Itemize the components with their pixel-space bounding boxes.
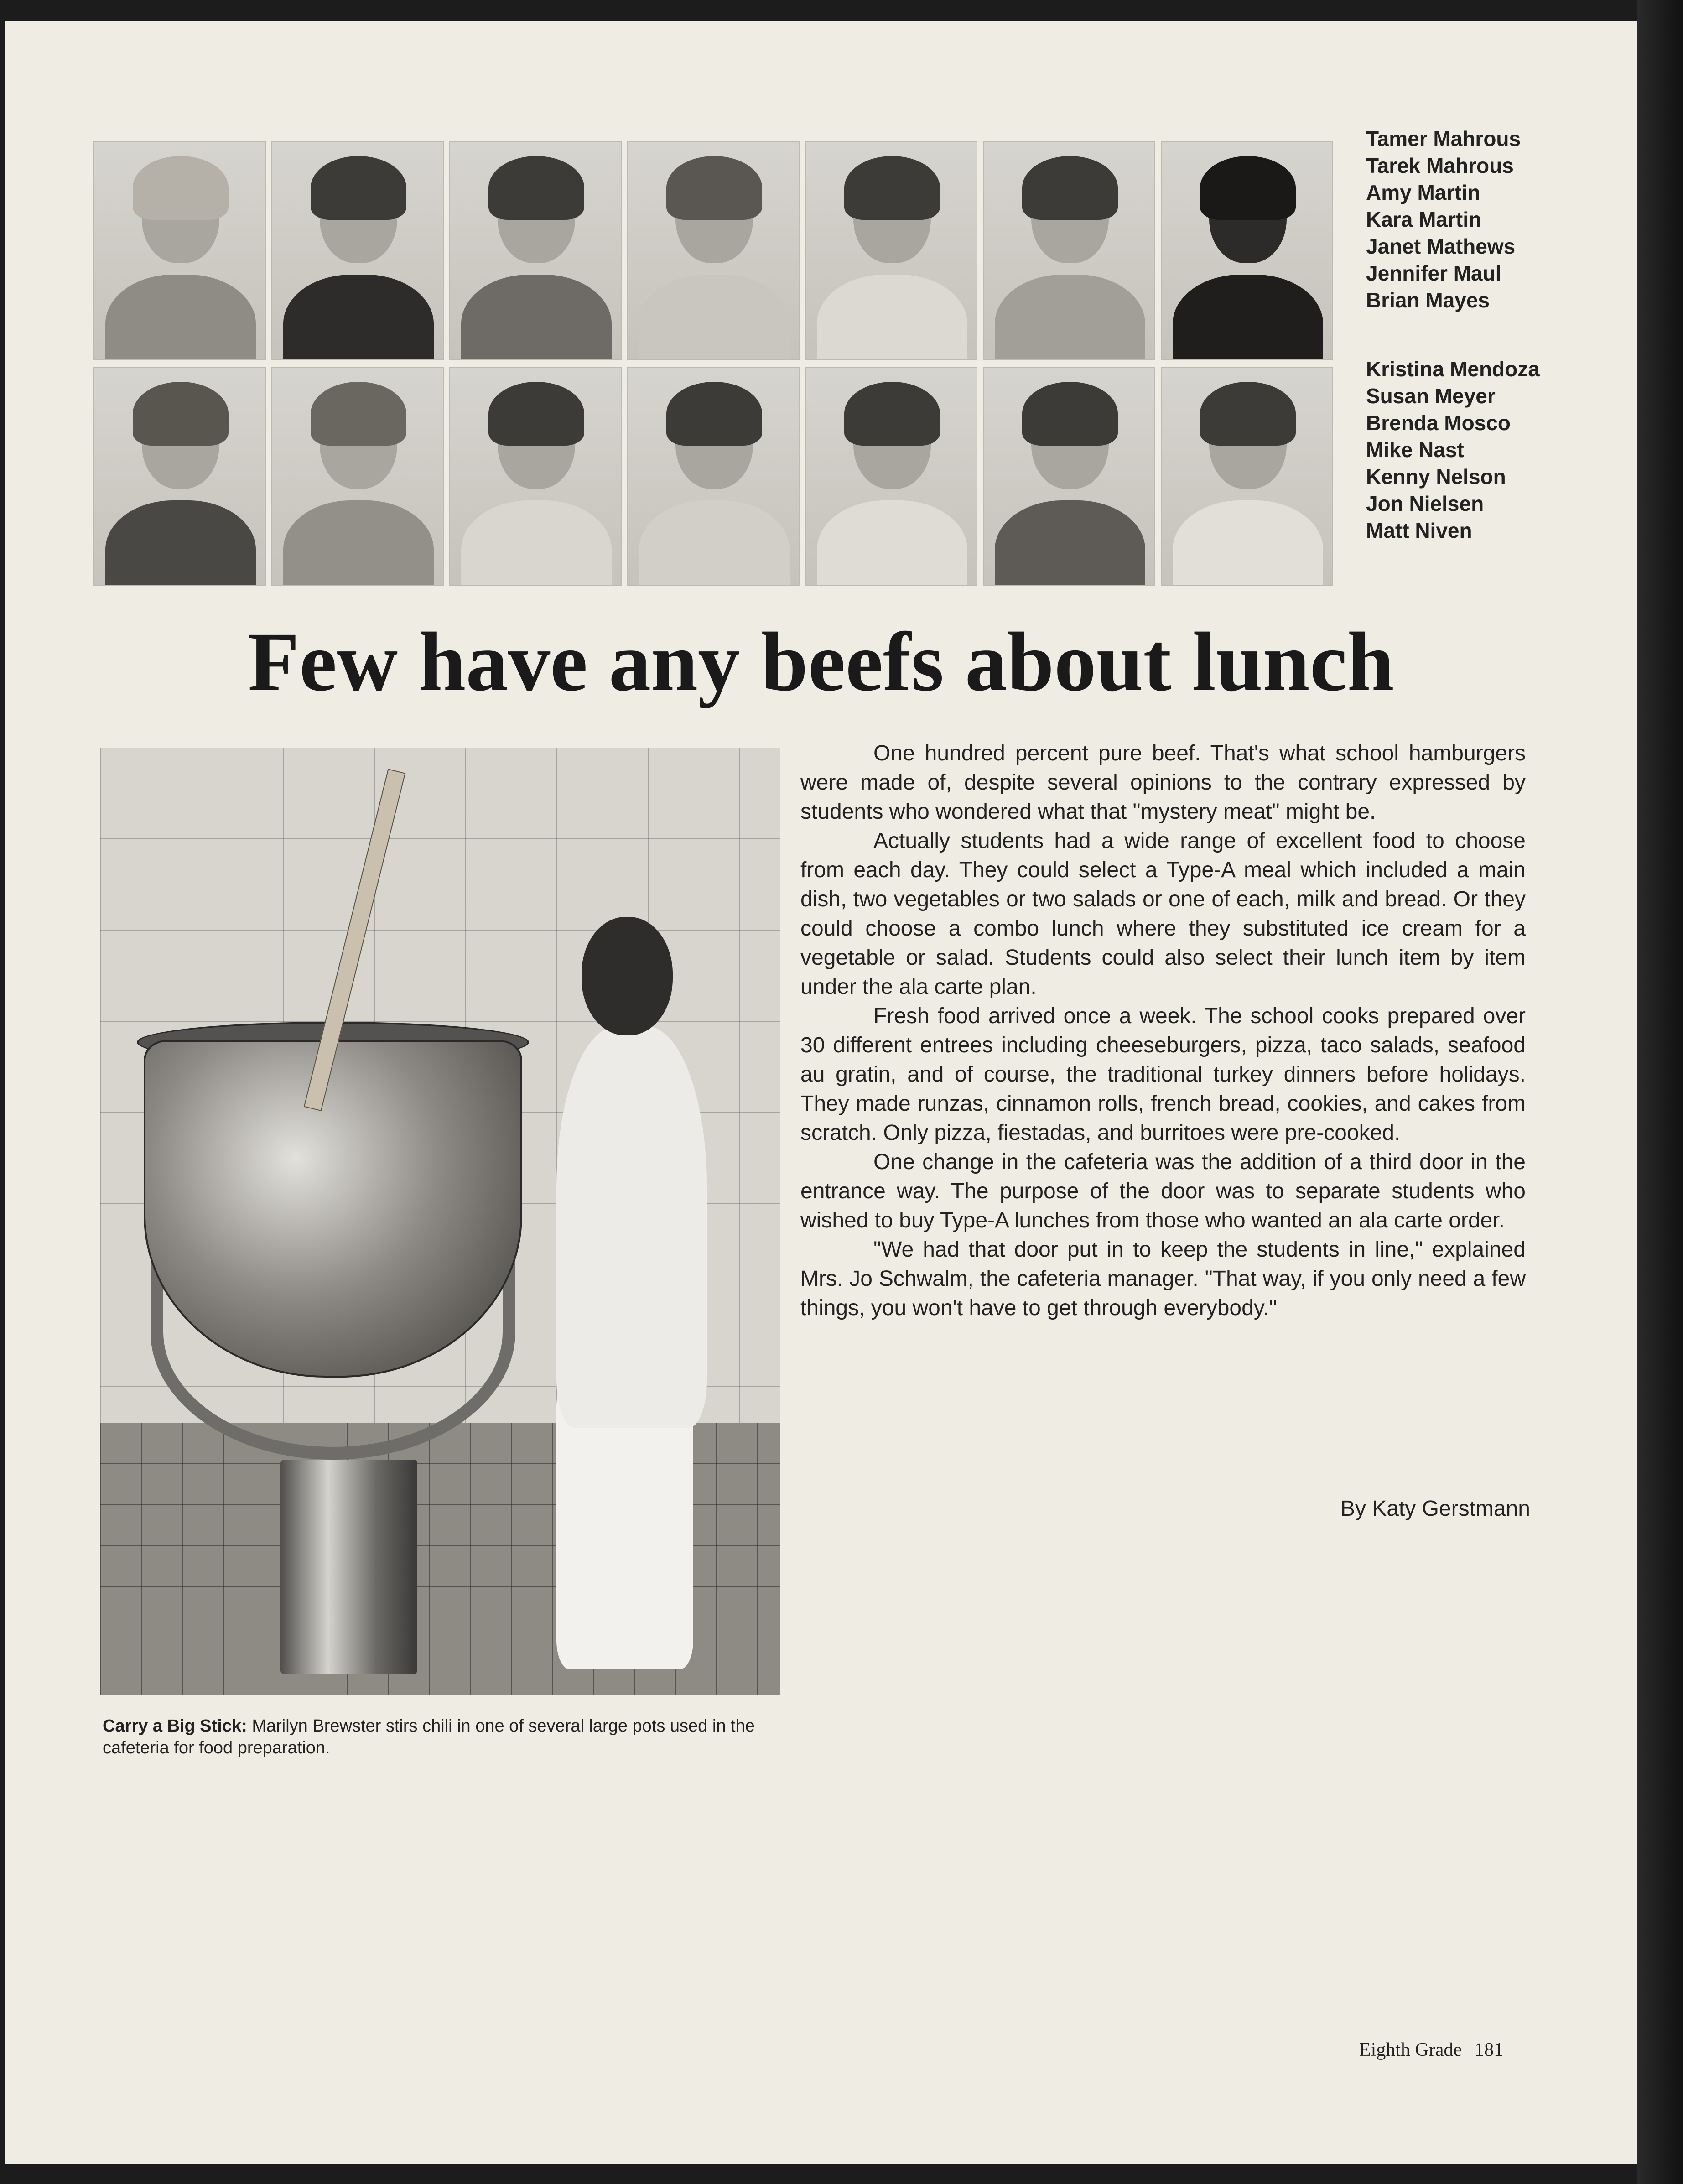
student-name: Kenny Nelson	[1366, 465, 1506, 489]
student-name: Jon Nielsen	[1366, 492, 1484, 515]
student-name: Kara Martin	[1366, 208, 1482, 231]
student-name: Tarek Mahrous	[1366, 154, 1514, 177]
byline: By Katy Gerstmann	[1340, 1497, 1530, 1521]
student-name: Tamer Mahrous	[1366, 127, 1521, 151]
portrait-photo	[627, 367, 800, 586]
caption-lead: Carry a Big Stick:	[103, 1716, 247, 1736]
page-number: 181	[1475, 2039, 1504, 2060]
name-roster-row-1	[1366, 125, 1521, 314]
student-name: Brian Mayes	[1366, 288, 1490, 312]
portrait-photo	[805, 367, 977, 586]
article-paragraph: One hundred percent pure beef. That's what school hamburgers were made of, despite several opinions to the contrary expressed by students who wondered what that "mystery meat" might be.	[800, 741, 1526, 824]
portrait-photo	[94, 141, 266, 360]
portrait-photo	[1161, 141, 1333, 360]
book-binding-edge	[1637, 0, 1683, 2184]
article-paragraph: One change in the cafeteria was the addition of a third door in the entrance way. The purpose of the door was to separate students who wished to buy Type-A lunches from those who wanted an ala carte order.	[800, 1150, 1526, 1232]
yearbook-page	[5, 21, 1637, 2164]
article-body	[800, 739, 1526, 1323]
article-paragraph: "We had that door put in to keep the students in line," explained Mrs. Jo Schwalm, the cafeteria manager. "That way, if you only need a few things, you won't have to get through everybody."	[800, 1238, 1526, 1320]
cafeteria-photo	[100, 748, 780, 1695]
student-name: Brenda Mosco	[1366, 411, 1511, 435]
student-name: Matt Niven	[1366, 519, 1472, 542]
portrait-photo	[983, 367, 1155, 586]
portrait-photo	[805, 141, 977, 360]
article-paragraph: Fresh food arrived once a week. The school cooks prepared over 30 different entrees including cheeseburgers, pizza, taco salads, seafood au gratin, and of course, the traditional turkey dinners before holidays. They made runzas, cinnamon rolls, french bread, cookies, and cakes from scratch. Only pizza, fiestadas, and burritoes were pre-cooked.	[800, 1004, 1526, 1145]
headline: Few have any beefs about lunch	[248, 615, 1394, 709]
article-paragraph: Actually students had a wide range of excellent food to choose from each day. They could select a Type-A meal which included a main dish, two vegetables or two salads or one of each, milk and bread. Or they could choose a combo lunch where they substituted ice cream for a vegetable or salad. Students could also select their lunch item by item under the ala carte plan.	[800, 829, 1526, 999]
student-name: Janet Mathews	[1366, 234, 1516, 258]
portrait-photo	[271, 141, 444, 360]
student-name: Susan Meyer	[1366, 384, 1496, 408]
portrait-photo	[449, 141, 622, 360]
name-roster-row-2	[1366, 356, 1540, 544]
caption-text: Marilyn Brewster stirs chili in one of several large pots used in the cafeteria for food preparation.	[103, 1716, 755, 1758]
portrait-photo	[94, 367, 266, 586]
portrait-photo	[1161, 367, 1333, 586]
page-folio	[1359, 2039, 1503, 2061]
section-label: Eighth Grade	[1359, 2039, 1462, 2060]
photo-caption	[103, 1715, 787, 1759]
student-name: Jennifer Maul	[1366, 261, 1501, 285]
portrait-photo	[271, 367, 444, 586]
portrait-photo	[449, 367, 622, 586]
portrait-photo	[627, 141, 800, 360]
portrait-grid	[94, 141, 1350, 591]
portrait-photo	[983, 141, 1155, 360]
student-name: Kristina Mendoza	[1366, 357, 1540, 381]
student-name: Amy Martin	[1366, 181, 1480, 204]
student-name: Mike Nast	[1366, 438, 1464, 462]
